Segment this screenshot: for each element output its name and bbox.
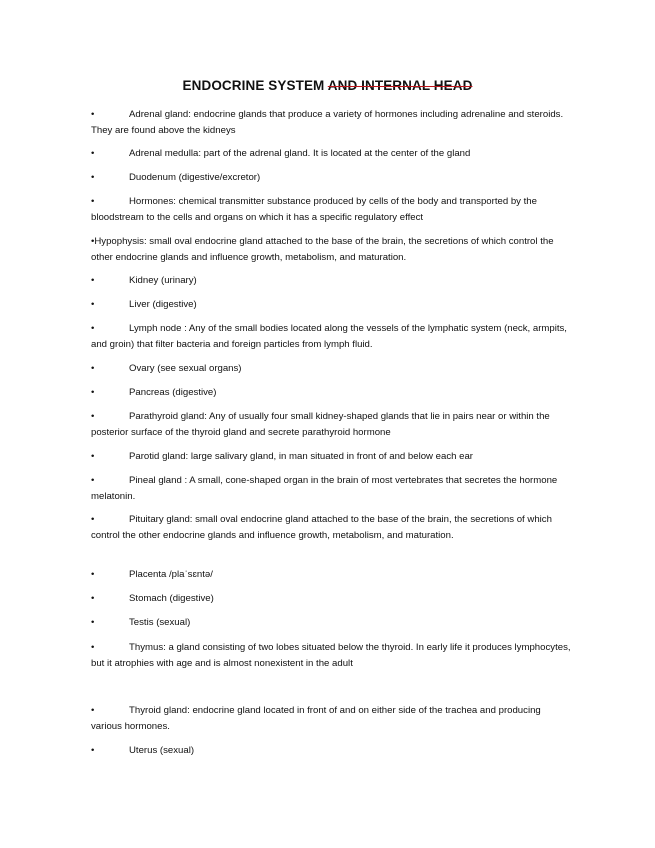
- list-item-text: Hormones: chemical transmitter substance produced by cells of the body and transported by the bloodstream to the cells and organs on which it has a specific regulatory effect: [91, 196, 537, 223]
- list-item: [91, 273, 571, 289]
- list-item-text: Kidney (urinary): [129, 275, 197, 286]
- list-item: [91, 473, 571, 505]
- bullet: •: [91, 617, 95, 628]
- bullet: •: [91, 514, 95, 525]
- list-item-text: Liver (digestive): [129, 299, 197, 310]
- list-item: [91, 449, 571, 465]
- list-item: [91, 512, 571, 544]
- list-item-text: Ovary (see sexual organs): [129, 363, 242, 374]
- bullet: •: [91, 451, 95, 462]
- bullet: •: [91, 109, 95, 120]
- list-item: [91, 615, 571, 631]
- bullet: •: [91, 148, 95, 159]
- list-item-text: Lymph node : Any of the small bodies located along the vessels of the lymphatic system (neck, armpits, and groin) that filter bacteria and foreign particles from lymph fluid.: [91, 323, 567, 350]
- list-item-text: Testis (sexual): [129, 617, 191, 628]
- list-item-text: Uterus (sexual): [129, 745, 195, 756]
- bullet: •: [91, 411, 95, 422]
- title-struck: AND INTERNAL HEAD: [327, 78, 473, 93]
- list-item: [91, 385, 571, 401]
- list-item: [91, 409, 571, 441]
- list-item: [91, 194, 571, 226]
- list-item: [91, 743, 571, 759]
- list-item: [91, 321, 571, 353]
- list-item-text: Thyroid gland: endocrine gland located in front of and on either side of the trachea and producing various hormones.: [91, 705, 541, 732]
- bullet: •: [91, 299, 95, 310]
- bullet: •: [91, 172, 95, 183]
- bullet: •: [91, 323, 95, 334]
- list-item: [91, 234, 571, 266]
- list-item-text: Stomach (digestive): [129, 593, 214, 604]
- list-item-text: Adrenal gland: endocrine glands that produce a variety of hormones including adrenaline and steroids. They are found above the kidneys: [91, 109, 564, 136]
- bullet: •: [91, 593, 95, 604]
- list-item-text: Pineal gland : A small, cone-shaped organ in the brain of most vertebrates that secretes the hormone melatonin.: [91, 475, 558, 502]
- list-item: [91, 361, 571, 377]
- list-item: [91, 170, 571, 186]
- bullet: •: [91, 745, 95, 756]
- list-item-text: Pancreas (digestive): [129, 387, 217, 398]
- page-title: [0, 78, 655, 93]
- bullet: •: [91, 363, 95, 374]
- list-item: [91, 640, 571, 672]
- list-item: [91, 107, 571, 139]
- list-item: [91, 567, 571, 583]
- bullet: •: [91, 236, 95, 247]
- list-item-text: Duodenum (digestive/excretor): [129, 172, 261, 183]
- list-item-text: Thymus: a gland consisting of two lobes situated below the thyroid. In early life it produces lymphocytes, but it atrophies with age and is almost nonexistent in the adult: [91, 642, 571, 669]
- list-item-text: Parathyroid gland: Any of usually four small kidney-shaped glands that lie in pairs near or within the posterior surface of the thyroid gland and secrete parathyroid hormone: [91, 411, 550, 438]
- bullet: •: [91, 275, 95, 286]
- title-plain: ENDOCRINE SYSTEM: [182, 78, 328, 93]
- bullet: •: [91, 475, 95, 486]
- list-item: [91, 591, 571, 607]
- list-item: [91, 703, 571, 735]
- bullet: •: [91, 642, 95, 653]
- list-item-text: Hypophysis: small oval endocrine gland attached to the base of the brain, the secretions of which control the other endocrine glands and influence growth, metabolism, and maturation.: [91, 236, 554, 263]
- bullet: •: [91, 387, 95, 398]
- bullet: •: [91, 569, 95, 580]
- list-item-text: Parotid gland: large salivary gland, in man situated in front of and below each ear: [129, 451, 473, 462]
- bullet: •: [91, 196, 95, 207]
- list-item: [91, 297, 571, 313]
- list-item-text: Adrenal medulla: part of the adrenal gland. It is located at the center of the gland: [129, 148, 471, 159]
- bullet: •: [91, 705, 95, 716]
- list-item-text: Placenta /plaˈsɛntə/: [129, 569, 213, 580]
- list-item-text: Pituitary gland: small oval endocrine gland attached to the base of the brain, the secretions of which control the other endocrine glands and influence growth, metabolism, and maturation.: [91, 514, 552, 541]
- list-item: [91, 146, 571, 162]
